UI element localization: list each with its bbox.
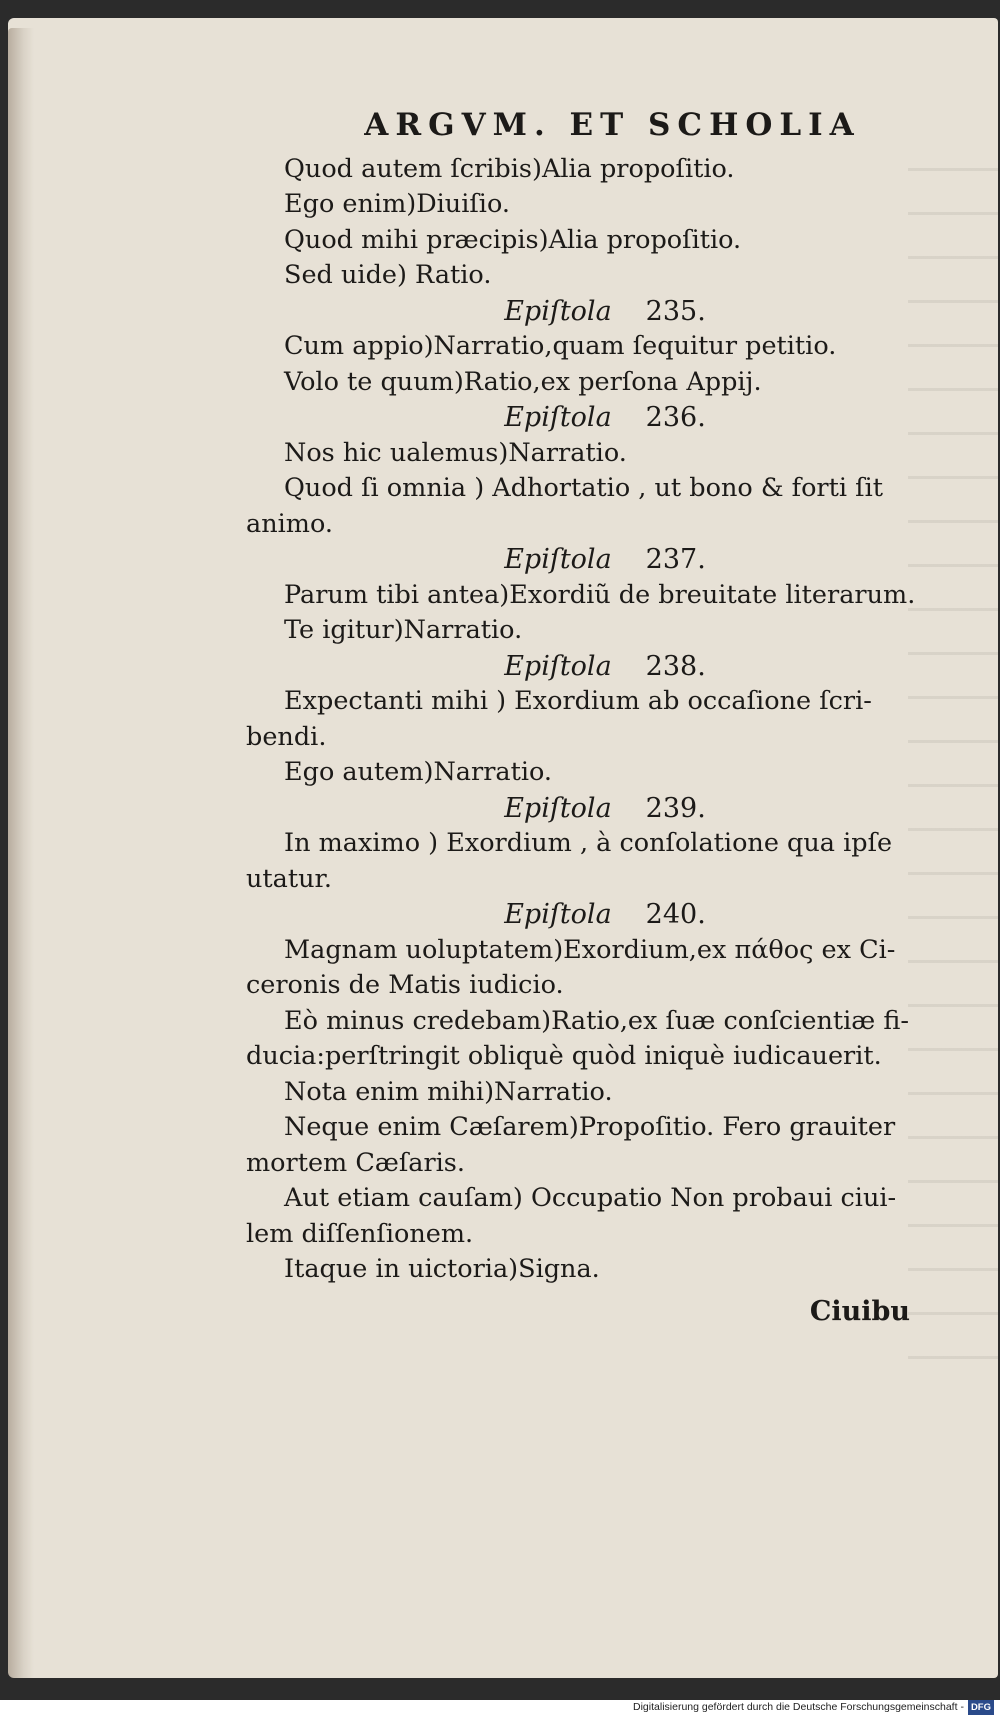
- dfg-logo: DFG: [968, 1700, 994, 1715]
- epistola-number: 238.: [645, 650, 706, 682]
- epistola-number: 235.: [645, 295, 706, 327]
- epistola-number: 236.: [645, 402, 706, 433]
- running-header: ARGVM. ET SCHOLIA: [364, 107, 861, 143]
- digitization-footer: [0, 1700, 1000, 1715]
- scholium-line: Magnam uoluptatem)Exordium,ex πάθος ex Ci-: [284, 934, 896, 965]
- scholium-line: Neque enim Cæſarem)Propoſitio. Fero grauiter: [284, 1112, 896, 1142]
- text-blocks: [246, 152, 916, 1288]
- scholium-line: Cum appio)Narratio,quam ſequitur petitio.: [284, 331, 837, 361]
- epistola-heading: [300, 897, 910, 933]
- epistola-number: 239.: [645, 792, 706, 824]
- epistola-heading: [300, 294, 910, 330]
- epistola-word: Epiſtola: [504, 402, 612, 433]
- scholium-line: Nos hic ualemus)Narratio.: [284, 437, 627, 468]
- epistola-word: Epiſtola: [504, 650, 612, 682]
- epistola-heading: [300, 400, 910, 436]
- epistola-heading: [300, 791, 910, 827]
- page-text: [246, 107, 916, 1329]
- scholium-line: Volo te quum)Ratio,ex perſona Appij.: [284, 366, 762, 397]
- scholium-line: Expectanti mihi ) Exordium ab occaſione ſcri-: [284, 686, 872, 716]
- scholium-line: Te igitur)Narratio.: [284, 615, 523, 645]
- scholium-line: Aut etiam cauſam) Occupatio Non probaui ciui-: [284, 1183, 897, 1213]
- continuation-line: ducia:perſtringit obliquè quòd iniquè iudicauerit.: [246, 1041, 882, 1071]
- show-through-bleed: [908, 168, 998, 1388]
- epistola-heading: [300, 542, 910, 578]
- scholium-line: Itaque in uictoria)Signa.: [284, 1254, 600, 1284]
- scholium-line: Sed uide) Ratio.: [284, 260, 492, 290]
- epistola-word: Epiſtola: [504, 295, 612, 327]
- continuation-line: animo.: [246, 508, 333, 539]
- continuation-line: bendi.: [246, 721, 327, 752]
- continuation-line: ceronis de Matis iudicio.: [246, 970, 564, 1000]
- scholium-line: Quod ſi omnia ) Adhortatio , ut bono & forti ſit: [284, 473, 883, 503]
- page-edge: [8, 28, 34, 1678]
- continuation-line: lem diſſenſionem.: [246, 1218, 474, 1249]
- continuation-line: utatur.: [246, 863, 333, 894]
- catchword: Ciuibu: [809, 1295, 910, 1327]
- scholium-line: Eò minus credebam)Ratio,ex ſuæ conſcientiæ fi-: [284, 1005, 909, 1036]
- scholium-line: Ego enim)Diuiſio.: [284, 189, 510, 219]
- continuation-line: mortem Cæſaris.: [246, 1147, 466, 1178]
- scholium-line: Quod autem ſcribis)Alia propoſitio.: [284, 153, 735, 184]
- scholium-line: Ego autem)Narratio.: [284, 757, 552, 787]
- scholium-line: Parum tibi antea)Exordiũ de breuitate literarum.: [284, 579, 916, 610]
- epistola-word: Epiſtola: [504, 792, 612, 824]
- scholium-line: In maximo ) Exordium , à conſolatione qua ipſe: [284, 828, 893, 858]
- epistola-number: 240.: [645, 899, 706, 930]
- footer-text: Digitalisierung gefördert durch die Deutsche Forschungsgemeinschaft -: [633, 1701, 964, 1713]
- epistola-word: Epiſtola: [504, 899, 612, 930]
- epistola-heading: [300, 649, 910, 685]
- epistola-word: Epiſtola: [504, 544, 612, 575]
- epistola-number: 237.: [645, 544, 706, 575]
- scholium-line: Nota enim mihi)Narratio.: [284, 1076, 613, 1107]
- scholium-line: Quod mihi præcipis)Alia propoſitio.: [284, 224, 742, 255]
